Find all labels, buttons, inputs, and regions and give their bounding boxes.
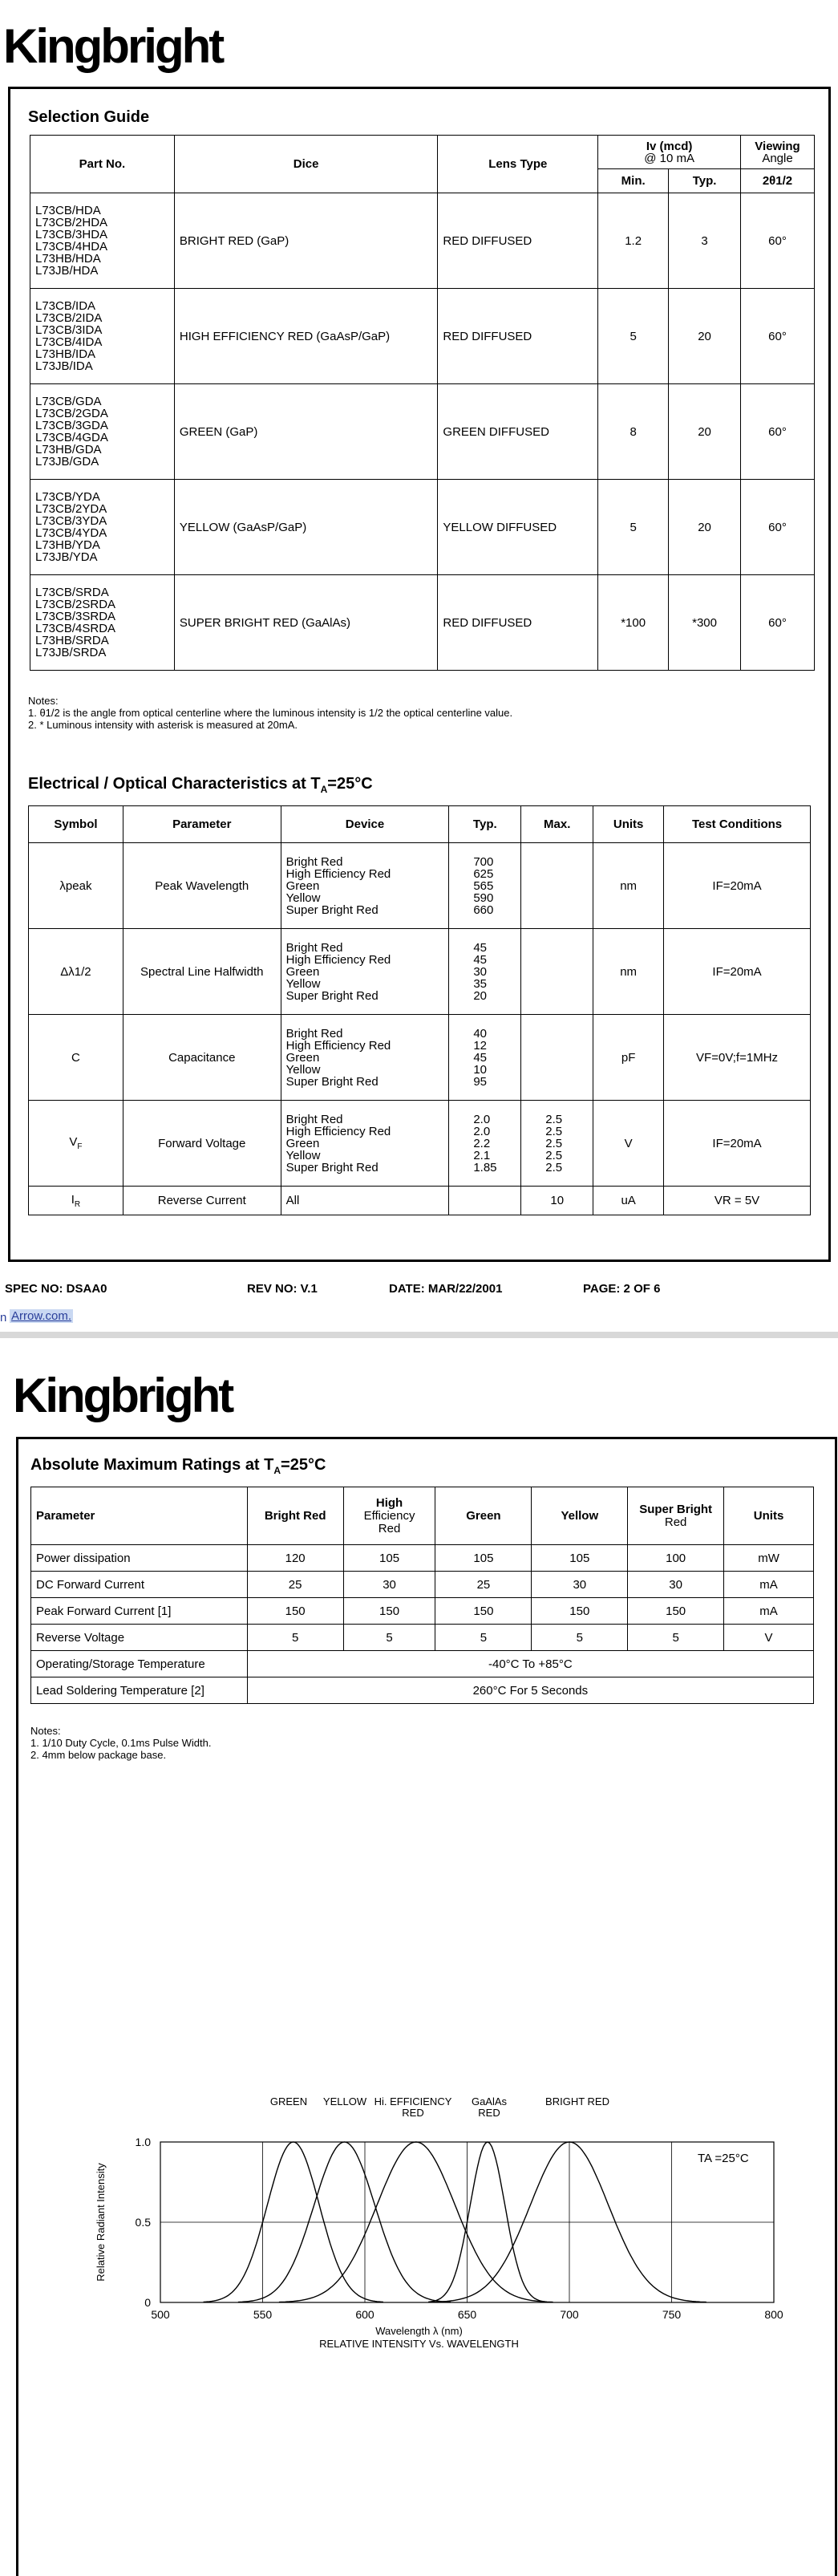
typ-value: 2.0 — [473, 1112, 491, 1126]
part-number: L73HB/IDA — [35, 347, 96, 361]
device-name: Bright Red — [285, 1026, 343, 1041]
device-name: High Efficiency Red — [285, 952, 391, 967]
units-cell: V — [593, 1101, 664, 1187]
header-viewing — [741, 136, 815, 169]
device-name: Super Bright Red — [285, 988, 379, 1003]
part-number: L73HB/GDA — [35, 443, 102, 456]
electrical-row — [29, 1101, 811, 1187]
typ-value: 45 — [473, 940, 488, 955]
y-axis-label: Relative Radiant Intensity — [95, 2163, 107, 2282]
part-number: L73CB/4YDA — [35, 526, 107, 540]
typ-cell — [449, 1015, 521, 1101]
header-device: Device — [281, 806, 449, 843]
footer-rev: REV NO: V.1 — [247, 1282, 318, 1296]
device-name: Super Bright Red — [285, 903, 379, 917]
x-tick-label: 650 — [457, 2308, 477, 2321]
max-value: 2.5 — [545, 1148, 563, 1162]
header-angle-label: Angle — [762, 151, 793, 165]
typ-cell — [449, 843, 521, 929]
abs-param: Reverse Voltage — [31, 1625, 248, 1651]
device-name: Bright Red — [285, 1112, 343, 1126]
typ-value: 30 — [473, 964, 488, 979]
device-name: Super Bright Red — [285, 1074, 379, 1089]
abs-header-efficiency: Efficiency — [363, 1508, 415, 1523]
abs-value: 25 — [247, 1572, 343, 1598]
abs-row — [31, 1625, 814, 1651]
part-number: L73CB/IDA — [35, 299, 96, 313]
abs-value: 5 — [435, 1625, 532, 1651]
footer-arrow-prefix: n — [0, 1311, 7, 1325]
abs-header-super-bright-red — [628, 1487, 724, 1545]
abs-value: 30 — [532, 1572, 628, 1598]
abs-value: 105 — [343, 1545, 435, 1572]
header-typ: Typ. — [669, 169, 741, 193]
conditions-cell: IF=20mA — [664, 1101, 811, 1187]
abs-header-red: Red — [378, 1521, 401, 1535]
typ-value: 660 — [473, 903, 494, 917]
typ-cell — [449, 929, 521, 1015]
abs-header-high: High — [375, 1495, 403, 1510]
min-cell: 5 — [598, 289, 669, 384]
max-cell — [521, 1015, 593, 1101]
part-number: L73HB/SRDA — [35, 634, 109, 647]
typ-value: 35 — [473, 976, 488, 991]
ir-parameter: Reverse Current — [123, 1187, 281, 1215]
typ-cell: 20 — [669, 480, 741, 575]
abs-param: Power dissipation — [31, 1545, 248, 1572]
abs-value: 5 — [532, 1625, 628, 1651]
x-tick-label: 600 — [355, 2308, 374, 2321]
spectrum-chart — [80, 2094, 802, 2359]
symbol-cell: C — [29, 1015, 123, 1101]
abs-value: 105 — [435, 1545, 532, 1572]
abs-note-2: 2. 4mm below package base. — [30, 1749, 167, 1761]
device-name: High Efficiency Red — [285, 1038, 391, 1053]
ir-max: 10 — [521, 1187, 593, 1215]
units-cell: nm — [593, 929, 664, 1015]
selection-notes — [28, 695, 512, 731]
series-label: YELLOW — [322, 2095, 367, 2107]
typ-value: 625 — [473, 866, 494, 881]
header-iv-label: Iv (mcd) — [646, 139, 693, 153]
abs-value: 30 — [628, 1572, 724, 1598]
abs-param: Peak Forward Current [1] — [31, 1598, 248, 1625]
device-name: Super Bright Red — [285, 1160, 379, 1174]
abs-param-temp: Operating/Storage Temperature — [31, 1651, 248, 1677]
max-value: 2.5 — [545, 1136, 563, 1150]
part-number: L73CB/3GDA — [35, 419, 108, 432]
part-number: L73CB/SRDA — [35, 586, 109, 599]
selection-row — [30, 575, 815, 671]
device-name: Green — [285, 1136, 320, 1150]
part-number: L73JB/GDA — [35, 455, 99, 469]
abs-units: mW — [724, 1545, 814, 1572]
header-viewing-label: Viewing — [755, 139, 800, 153]
typ-value: 45 — [473, 1050, 488, 1065]
y-tick-label: 1.0 — [135, 2136, 151, 2148]
min-cell: 5 — [598, 480, 669, 575]
parameter-cell: Capacitance — [123, 1015, 281, 1101]
electrical-title: Electrical / Optical Characteristics at $T_A=25^\circ C$ — [28, 775, 373, 795]
x-tick-label: 500 — [151, 2308, 170, 2321]
abs-header-high-eff-red — [343, 1487, 435, 1545]
min-cell: 8 — [598, 384, 669, 480]
device-name: High Efficiency Red — [285, 866, 391, 881]
abs-value: 100 — [628, 1545, 724, 1572]
symbol-cell: Δλ1/2 — [29, 929, 123, 1015]
part-numbers — [30, 289, 175, 384]
abs-value: 5 — [628, 1625, 724, 1651]
part-number: L73CB/2GDA — [35, 407, 108, 420]
abs-param-solder: Lead Soldering Temperature [2] — [31, 1677, 248, 1704]
abs-param: DC Forward Current — [31, 1572, 248, 1598]
kingbright-logo: Kingbright — [3, 19, 223, 73]
part-number: L73CB/4IDA — [35, 335, 103, 349]
dice-cell: GREEN (GaP) — [174, 384, 438, 480]
abs-value: 150 — [532, 1598, 628, 1625]
part-number: L73CB/GDA — [35, 395, 102, 408]
series-label: RED — [402, 2107, 424, 2119]
typ-value: 565 — [473, 878, 494, 893]
dice-cell: YELLOW (GaAsP/GaP) — [174, 480, 438, 575]
abs-row — [31, 1545, 814, 1572]
abs-units: mA — [724, 1598, 814, 1625]
abs-value: 150 — [435, 1598, 532, 1625]
dice-cell: SUPER BRIGHT RED (GaAlAs) — [174, 575, 438, 671]
abs-notes-label: Notes: — [30, 1725, 61, 1737]
header-min: Min. — [598, 169, 669, 193]
abs-value: 30 — [343, 1572, 435, 1598]
part-number: L73CB/3YDA — [35, 514, 107, 528]
angle-cell: 60° — [741, 575, 815, 671]
abs-value: 5 — [247, 1625, 343, 1651]
conditions-cell: VF=0V;f=1MHz — [664, 1015, 811, 1101]
abs-value-temp: -40°C To +85°C — [247, 1651, 813, 1677]
electrical-row — [29, 1015, 811, 1101]
min-cell: *100 — [598, 575, 669, 671]
part-number: L73CB/HDA — [35, 204, 101, 217]
abs-header-super-red: Red — [664, 1515, 687, 1529]
abs-value: 5 — [343, 1625, 435, 1651]
part-numbers — [30, 575, 175, 671]
device-cell — [281, 1101, 449, 1187]
part-number: L73JB/HDA — [35, 264, 99, 278]
part-number: L73CB/2SRDA — [35, 598, 116, 611]
units-cell: pF — [593, 1015, 664, 1101]
part-number: L73HB/YDA — [35, 538, 100, 552]
y-tick-label: 0 — [144, 2296, 151, 2309]
series-label: RED — [478, 2107, 500, 2119]
part-numbers — [30, 384, 175, 480]
absolute-notes — [30, 1725, 211, 1761]
ir-symbol: $I_R$ — [29, 1187, 123, 1215]
selection-row — [30, 480, 815, 575]
typ-value: 2.2 — [473, 1136, 491, 1150]
kingbright-logo-page3: Kingbright — [13, 1369, 233, 1422]
part-numbers — [30, 480, 175, 575]
parameter-cell: Forward Voltage — [123, 1101, 281, 1187]
selection-row — [30, 193, 815, 289]
abs-header-units: Units — [724, 1487, 814, 1545]
electrical-row — [29, 929, 811, 1015]
max-value: 2.5 — [545, 1160, 563, 1174]
selection-row — [30, 384, 815, 480]
device-name: Yellow — [285, 1062, 321, 1077]
angle-cell: 60° — [741, 193, 815, 289]
abs-value: 105 — [532, 1545, 628, 1572]
device-name: Green — [285, 878, 320, 893]
header-typ: Typ. — [449, 806, 521, 843]
parameter-cell: Spectral Line Halfwidth — [123, 929, 281, 1015]
lens-cell: GREEN DIFFUSED — [438, 384, 598, 480]
max-cell — [521, 843, 593, 929]
abs-value: 25 — [435, 1572, 532, 1598]
typ-cell — [449, 1101, 521, 1187]
part-number: L73CB/YDA — [35, 490, 100, 504]
absolute-ratings-table — [30, 1487, 814, 1704]
selection-guide-title: Selection Guide — [28, 108, 150, 126]
typ-cell: 20 — [669, 384, 741, 480]
series-label: GREEN — [269, 2095, 308, 2107]
abs-header-super-bright: Super Bright — [639, 1502, 713, 1516]
abs-header-parameter: Parameter — [31, 1487, 248, 1545]
x-tick-label: 550 — [253, 2308, 273, 2321]
header-symbol: Symbol — [29, 806, 123, 843]
conditions-cell: IF=20mA — [664, 843, 811, 929]
device-name: Yellow — [285, 1148, 321, 1162]
device-cell — [281, 929, 449, 1015]
typ-cell: 20 — [669, 289, 741, 384]
header-dice: Dice — [174, 136, 438, 193]
part-number: L73CB/3SRDA — [35, 610, 116, 623]
header-max: Max. — [521, 806, 593, 843]
x-tick-label: 750 — [662, 2308, 682, 2321]
abs-header-bright-red: Bright Red — [247, 1487, 343, 1545]
part-number: L73CB/4SRDA — [35, 622, 116, 635]
temperature-annotation: TA =25°C — [698, 2152, 749, 2165]
series-label: Hi. EFFICIENCY — [374, 2095, 452, 2107]
ir-conditions: VR = 5V — [664, 1187, 811, 1215]
part-number: L73JB/IDA — [35, 359, 93, 373]
typ-value: 20 — [473, 988, 488, 1003]
abs-row — [31, 1572, 814, 1598]
typ-cell: *300 — [669, 575, 741, 671]
part-number: L73HB/HDA — [35, 252, 101, 266]
page-divider — [0, 1332, 838, 1338]
parameter-cell: Peak Wavelength — [123, 843, 281, 929]
abs-units: mA — [724, 1572, 814, 1598]
part-number: L73CB/3IDA — [35, 323, 103, 337]
part-number: L73CB/2YDA — [35, 502, 107, 516]
notes-label: Notes: — [28, 695, 59, 707]
selection-guide-table — [30, 135, 815, 671]
part-number: L73JB/SRDA — [35, 646, 107, 659]
abs-value: 150 — [343, 1598, 435, 1625]
footer-page: PAGE: 2 OF 6 — [583, 1282, 661, 1296]
abs-value: 150 — [628, 1598, 724, 1625]
abs-note-1: 1. 1/10 Duty Cycle, 0.1ms Pulse Width. — [30, 1737, 212, 1749]
symbol-cell: $V_F$ — [29, 1101, 123, 1187]
units-cell: nm — [593, 843, 664, 929]
ir-typ — [449, 1187, 521, 1215]
device-name: Green — [285, 1050, 320, 1065]
typ-value: 2.1 — [473, 1148, 491, 1162]
abs-value-solder: 260°C For 5 Seconds — [247, 1677, 813, 1704]
dice-cell: HIGH EFFICIENCY RED (GaAsP/GaP) — [174, 289, 438, 384]
lens-cell: RED DIFFUSED — [438, 289, 598, 384]
series-label: GaAlAs — [471, 2095, 508, 2107]
typ-value: 95 — [473, 1074, 488, 1089]
device-name: High Efficiency Red — [285, 1124, 391, 1138]
device-name: Green — [285, 964, 320, 979]
y-tick-label: 0.5 — [135, 2216, 151, 2229]
part-number: L73CB/3HDA — [35, 228, 108, 241]
header-units: Units — [593, 806, 664, 843]
device-name: Bright Red — [285, 854, 343, 869]
selection-row — [30, 289, 815, 384]
device-name: Yellow — [285, 890, 321, 905]
part-number: L73CB/2HDA — [35, 216, 108, 229]
max-cell — [521, 929, 593, 1015]
max-value: 2.5 — [545, 1112, 563, 1126]
dice-cell: BRIGHT RED (GaP) — [174, 193, 438, 289]
typ-value: 1.85 — [473, 1160, 497, 1174]
device-cell — [281, 843, 449, 929]
electrical-row — [29, 843, 811, 929]
footer-date: DATE: MAR/22/2001 — [389, 1282, 503, 1296]
absolute-ratings-title: Absolute Maximum Ratings at $T_A=25^\circ C$ — [30, 1456, 326, 1476]
device-name: Bright Red — [285, 940, 343, 955]
header-iv — [598, 136, 741, 169]
angle-cell: 60° — [741, 384, 815, 480]
typ-value: 2.0 — [473, 1124, 491, 1138]
typ-value: 40 — [473, 1026, 488, 1041]
x-tick-label: 700 — [560, 2308, 579, 2321]
typ-value: 12 — [473, 1038, 488, 1053]
header-test-conditions: Test Conditions — [664, 806, 811, 843]
abs-value: 150 — [247, 1598, 343, 1625]
abs-header-yellow: Yellow — [532, 1487, 628, 1545]
max-value: 2.5 — [545, 1124, 563, 1138]
abs-header-green: Green — [435, 1487, 532, 1545]
angle-cell: 60° — [741, 289, 815, 384]
electrical-table — [28, 805, 811, 1215]
chart-title: RELATIVE INTENSITY Vs. WAVELENGTH — [319, 2338, 519, 2350]
x-tick-label: 800 — [764, 2308, 783, 2321]
min-cell: 1.2 — [598, 193, 669, 289]
ir-device: All — [281, 1187, 449, 1215]
symbol-cell: λpeak — [29, 843, 123, 929]
header-lens-type: Lens Type — [438, 136, 598, 193]
max-cell — [521, 1101, 593, 1187]
part-number: L73JB/YDA — [35, 550, 98, 564]
header-parameter: Parameter — [123, 806, 281, 843]
typ-value: 10 — [473, 1062, 488, 1077]
note-1: 1. θ1/2 is the angle from optical centerline where the luminous intensity is 1/2 the optical centerline value. — [28, 707, 513, 719]
abs-value: 120 — [247, 1545, 343, 1572]
lens-cell: RED DIFFUSED — [438, 575, 598, 671]
series-label: BRIGHT RED — [545, 2095, 609, 2107]
x-axis-label: Wavelength λ (nm) — [375, 2325, 463, 2337]
conditions-cell: IF=20mA — [664, 929, 811, 1015]
part-number: L73CB/4GDA — [35, 431, 108, 444]
typ-value: 590 — [473, 890, 494, 905]
header-iv-sub: @ 10 mA — [644, 151, 694, 165]
part-numbers — [30, 193, 175, 289]
device-name: Yellow — [285, 976, 321, 991]
ir-units: uA — [593, 1187, 664, 1215]
typ-value: 700 — [473, 854, 494, 869]
typ-cell: 3 — [669, 193, 741, 289]
part-number: L73CB/2IDA — [35, 311, 103, 325]
note-2: 2. * Luminous intensity with asterisk is measured at 20mA. — [28, 719, 298, 731]
device-cell — [281, 1015, 449, 1101]
lens-cell: YELLOW DIFFUSED — [438, 480, 598, 575]
header-part-no: Part No. — [30, 136, 175, 193]
footer-spec: SPEC NO: DSAA0 — [5, 1282, 107, 1296]
angle-cell: 60° — [741, 480, 815, 575]
arrow-link[interactable]: Arrow.com. — [11, 1309, 72, 1323]
lens-cell: RED DIFFUSED — [438, 193, 598, 289]
header-theta: 2θ1/2 — [741, 169, 815, 193]
part-number: L73CB/4HDA — [35, 240, 108, 254]
abs-row — [31, 1598, 814, 1625]
abs-units: V — [724, 1625, 814, 1651]
typ-value: 45 — [473, 952, 488, 967]
